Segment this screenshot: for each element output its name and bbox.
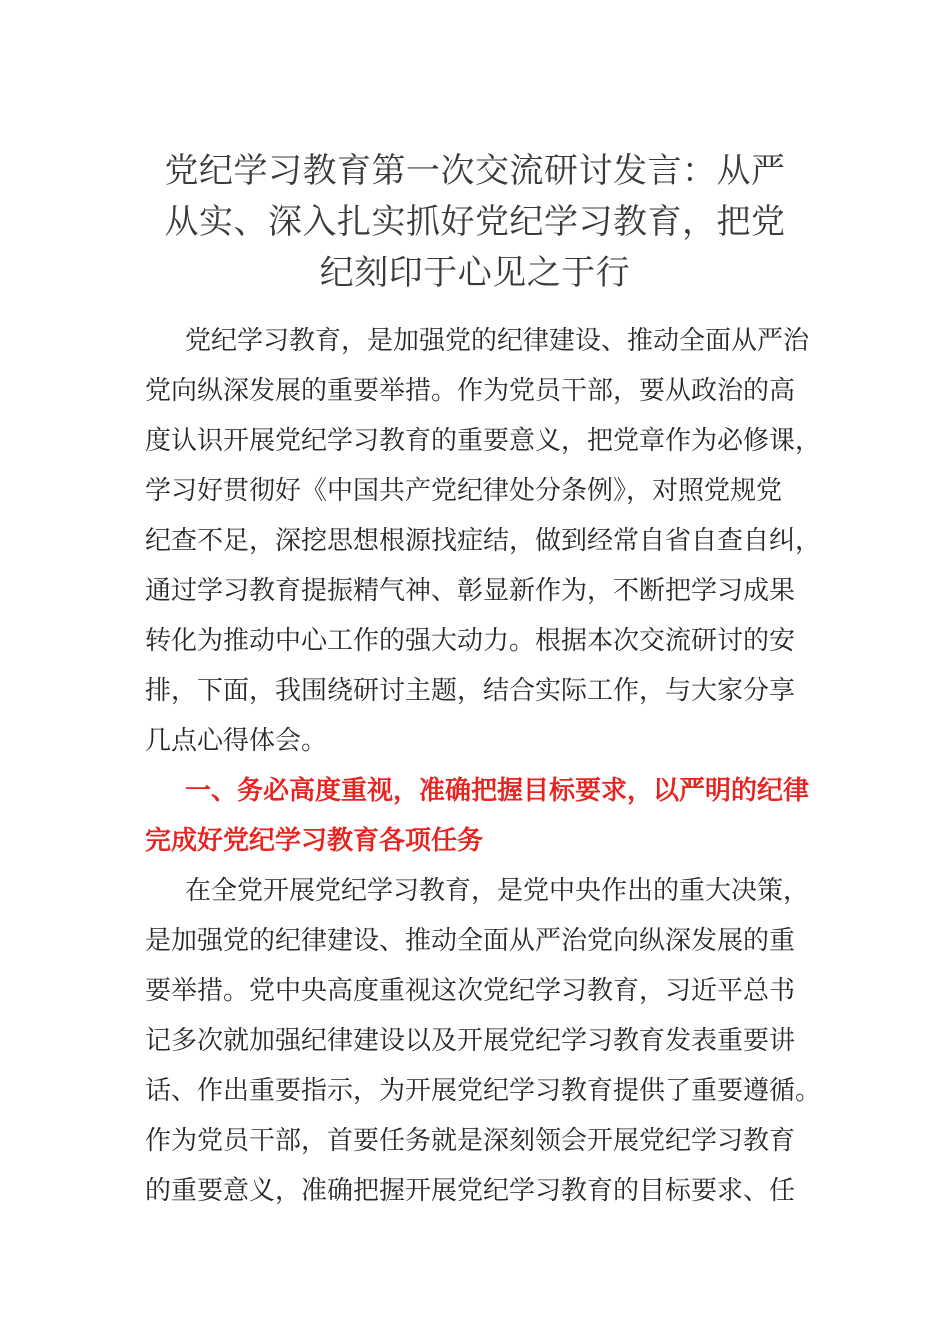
section-heading-1 bbox=[145, 766, 810, 866]
paragraph-line: 的重要意义，准确把握开展党纪学习教育的目标要求、任 bbox=[145, 1176, 796, 1206]
paragraph-line: 度认识开展党纪学习教育的重要意义，把党章作为必修课， bbox=[145, 426, 822, 456]
paragraph-line: 话、作出重要指示，为开展党纪学习教育提供了重要遵循。 bbox=[145, 1076, 822, 1106]
heading-line: 一、务必高度重视，准确把握目标要求，以严明的纪律 bbox=[185, 776, 810, 806]
paragraph-line: 党向纵深发展的重要举措。作为党员干部，要从政治的高 bbox=[145, 376, 796, 406]
paragraph-line: 几点心得体会。 bbox=[145, 726, 328, 756]
title-line-1: 党纪学习教育第一次交流研讨发言：从严 bbox=[164, 151, 786, 191]
paragraph-line: 要举措。党中央高度重视这次党纪学习教育，习近平总书 bbox=[145, 976, 796, 1006]
paragraph-intro bbox=[145, 316, 822, 766]
document-title bbox=[140, 146, 810, 299]
paragraph-line: 排，下面，我围绕研讨主题，结合实际工作，与大家分享 bbox=[145, 676, 796, 706]
paragraph-line: 党纪学习教育，是加强党的纪律建设、推动全面从严治 bbox=[185, 326, 810, 356]
heading-line: 完成好党纪学习教育各项任务 bbox=[145, 826, 484, 856]
document-body bbox=[145, 316, 822, 1216]
title-line-2: 从实、深入扎实抓好党纪学习教育，把党 bbox=[164, 202, 786, 242]
paragraph-line: 作为党员干部，首要任务就是深刻领会开展党纪学习教育 bbox=[145, 1126, 796, 1156]
paragraph-line: 是加强党的纪律建设、推动全面从严治党向纵深发展的重 bbox=[145, 926, 796, 956]
paragraph-line: 转化为推动中心工作的强大动力。根据本次交流研讨的安 bbox=[145, 626, 796, 656]
paragraph-line: 记多次就加强纪律建设以及开展党纪学习教育发表重要讲 bbox=[145, 1026, 796, 1056]
paragraph-line: 在全党开展党纪学习教育，是党中央作出的重大决策， bbox=[185, 876, 810, 906]
paragraph-line: 通过学习教育提振精气神、彰显新作为，不断把学习成果 bbox=[145, 576, 796, 606]
paragraph-line: 纪查不足，深挖思想根源找症结，做到经常自省自查自纠， bbox=[145, 526, 822, 556]
title-line-3: 纪刻印于心见之于行 bbox=[319, 253, 631, 293]
paragraph-section-1 bbox=[145, 866, 822, 1216]
paragraph-line: 学习好贯彻好《中国共产党纪律处分条例》，对照党规党 bbox=[145, 476, 783, 506]
